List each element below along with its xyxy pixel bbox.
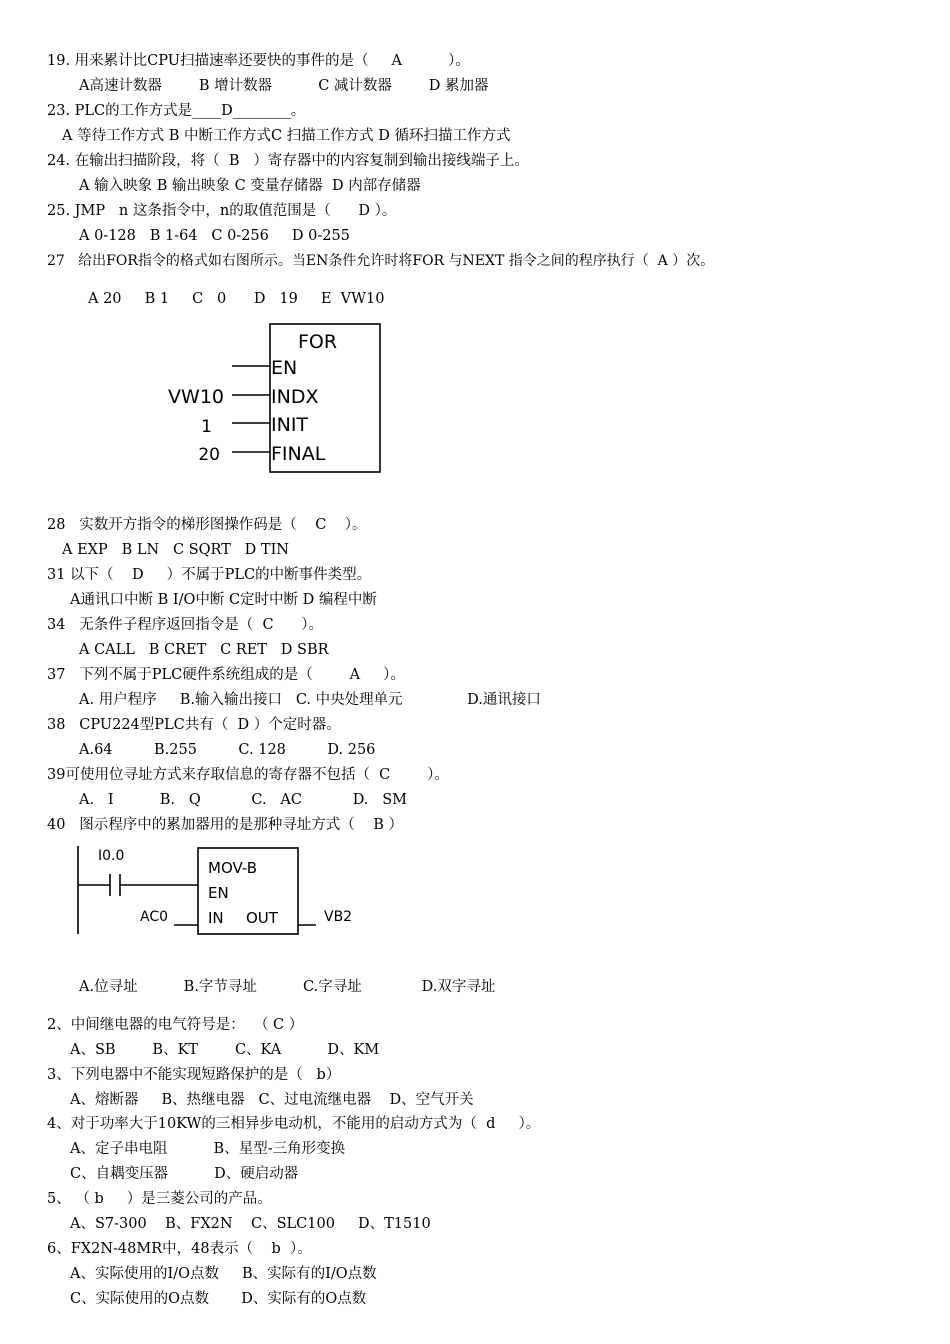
q31-options: A通讯口中断 B I/O中断 C定时中断 D 编程中断 [70, 592, 377, 608]
mov-title: MOV-B [208, 859, 258, 877]
q6-options-2: C、实际使用的O点数 D、实际有的O点数 [70, 1291, 367, 1307]
q38-options: A.64 B.255 C. 128 D. 256 [79, 742, 376, 758]
contact-label: I0.0 [98, 848, 125, 864]
q23-text: 23. PLC的工作方式是____D________。 [47, 103, 306, 119]
q40-options: A.位寻址 B.字节寻址 C.字寻址 D.双字寻址 [79, 979, 496, 995]
mov-ladder-diagram [70, 842, 370, 942]
q34-text: 34 无条件子程序返回指令是（ C ）。 [47, 617, 323, 633]
q38-text: 38 CPU224型PLC共有（ D ）个定时器。 [47, 717, 341, 733]
mov-en: EN [208, 884, 229, 902]
mov-out: OUT [246, 909, 278, 927]
q5-options: A、S7-300 B、FX2N C、SLC100 D、T1510 [70, 1216, 431, 1232]
pin-en: EN [271, 357, 298, 379]
q3-text: 3、下列电器中不能实现短路保护的是（ b） [47, 1067, 341, 1083]
q27-text: 27 给出FOR指令的格式如右图所示。当EN条件允许时将FOR 与NEXT 指令之间的程序执行（ A ）次。 [47, 253, 715, 269]
q2-options: A、SB B、KT C、KA D、KM [70, 1042, 380, 1058]
for-instruction-diagram [140, 318, 390, 478]
q27-options: A 20 B 1 C 0 D 19 E VW10 [88, 291, 385, 307]
input-final: 20 [198, 445, 220, 465]
q19-options: A高速计数器 B 增计数器 C 减计数器 D 累加器 [79, 78, 489, 94]
q39-text: 39可使用位寻址方式来存取信息的寄存器不包括（ C ）。 [47, 767, 449, 783]
q4-options-1: A、定子串电阻 B、星型-三角形变换 [70, 1141, 346, 1157]
q37-text: 37 下列不属于PLC硬件系统组成的是（ A ）。 [47, 667, 405, 683]
pin-indx: INDX [271, 386, 319, 408]
in-operand: AC0 [139, 909, 168, 925]
q3-options: A、熔断器 B、热继电器 C、过电流继电器 D、空气开关 [70, 1092, 474, 1108]
pin-final: FINAL [271, 443, 326, 465]
q28-text: 28 实数开方指令的梯形图操作码是（ C ）。 [47, 517, 367, 533]
for-title: FOR [298, 331, 338, 353]
input-indx: VW10 [168, 386, 224, 408]
q25-text: 25. JMP n 这条指令中，n的取值范围是（ D ）。 [47, 203, 397, 219]
q37-options: A. 用户程序 B.输入输出接口 C. 中央处理单元 D.通讯接口 [79, 692, 541, 708]
q31-text: 31 以下（ D ）不属于PLC的中断事件类型。 [47, 567, 372, 583]
q4-options-2: C、自耦变压器 D、硬启动器 [70, 1166, 299, 1182]
q24-text: 24. 在输出扫描阶段，将（ B ）寄存器中的内容复制到输出接线端子上。 [47, 153, 529, 169]
q6-text: 6、FX2N-48MR中，48表示（ b ）。 [47, 1241, 312, 1257]
q40-text: 40 图示程序中的累加器用的是那种寻址方式（ B ） [47, 817, 403, 833]
mov-in: IN [208, 909, 224, 927]
pin-init: INIT [271, 414, 309, 436]
q5-text: 5、 （ b ）是三菱公司的产品。 [47, 1191, 272, 1207]
q34-options: A CALL B CRET C RET D SBR [79, 642, 329, 658]
q23-options: A 等待工作方式 B 中断工作方式C 扫描工作方式 D 循环扫描工作方式 [62, 128, 511, 144]
q6-options-1: A、实际使用的I/O点数 B、实际有的I/O点数 [70, 1266, 377, 1282]
input-init: 1 [201, 417, 212, 437]
q4-text: 4、对于功率大于10KW的三相异步电动机，不能用的启动方式为（ d ）。 [47, 1116, 541, 1132]
out-operand: VB2 [324, 909, 353, 925]
q39-options: A. I B. Q C. AC D. SM [79, 792, 408, 808]
q28-options: A EXP B LN C SQRT D TIN [62, 542, 289, 558]
q19-text: 19. 用来累计比CPU扫描速率还要快的事件的是（ A ）。 [47, 53, 470, 69]
q24-options: A 输入映象 B 输出映象 C 变量存储器 D 内部存储器 [79, 178, 421, 194]
q25-options: A 0-128 B 1-64 C 0-256 D 0-255 [79, 228, 350, 244]
q2-text: 2、中间继电器的电气符号是： （ C ） [47, 1017, 304, 1033]
